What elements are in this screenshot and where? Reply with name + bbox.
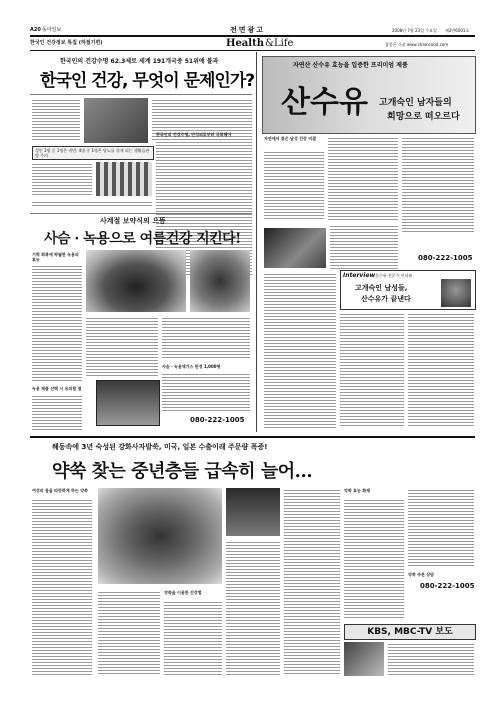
article1-stat-box	[32, 146, 154, 160]
stat-box-text: 성인 3명 중 1명은 비만, 4명 중 1명은 당뇨를 겪게 되는 생활습관병 주의	[35, 148, 150, 158]
section-title: 전면광고	[230, 26, 266, 34]
article3-top-rule	[30, 436, 475, 438]
article1-kicker: 한국인의 건강수명 62.3세로 세계 191개국중 51위에 불과	[60, 58, 219, 65]
interview-label: Interview	[343, 272, 375, 279]
interview-quote2: 산수유가 끝낸다	[361, 295, 411, 303]
tv-text	[388, 642, 474, 676]
sponsor-url: 참좋은 식품 www.chamcood.com	[385, 42, 449, 47]
article1-body-left	[32, 162, 92, 196]
brand-health: Health	[226, 38, 264, 49]
article2-kicker: 사계절 보약식의 으뜸	[100, 217, 166, 225]
article3-col6-text	[344, 498, 404, 618]
article3-side-sub: 약쑥 효능 화제	[344, 488, 370, 493]
article2-product-box	[96, 380, 160, 426]
article3-col1-text	[32, 498, 92, 676]
article2-col1-text	[32, 264, 82, 382]
interview-box	[340, 270, 476, 310]
column-divider	[256, 52, 257, 432]
article3-headline: 약쑥 찾는 중년층들 급속히 늘어…	[52, 461, 313, 482]
sansuyu-hero	[262, 56, 476, 134]
article2-headline: 사슴 · 녹용으로 여름건강 지킨다!	[44, 231, 241, 247]
article2-sub1: 기력 회복에 탁월한 녹용의 효능	[32, 252, 79, 262]
article2-col2-text	[86, 316, 158, 376]
article2-col1b-text	[32, 394, 82, 432]
interview-quote1: 고개숙인 남성들,	[355, 284, 408, 292]
article3-col7-text	[408, 488, 474, 568]
brand-amp: &	[265, 38, 274, 49]
article3-phone: 080-222-1005	[420, 582, 475, 590]
interview-portrait	[441, 279, 471, 307]
article3-herb-photo	[98, 488, 222, 584]
article2-phone: 080-222-1005	[190, 416, 245, 424]
article2-sub2: 녹용 제품 선택 시 유의할 점	[32, 386, 82, 391]
article2-deer-photo	[86, 250, 186, 312]
article3-col2-text	[98, 590, 160, 676]
brand-life: Life	[274, 38, 294, 49]
sansuyu-tagline2: 희망으로 떠오르다	[387, 112, 460, 122]
sansuyu-col1-text	[264, 150, 324, 220]
sansuyu-col3-text	[402, 136, 474, 234]
tv-still-1	[344, 642, 384, 676]
article1-graph	[96, 162, 152, 196]
article3-kicker: 해동속에 3년 숙성된 강화사자발쑥, 미국, 일본 수출이래 주문량 폭증!	[52, 443, 268, 451]
article2-col3-text	[162, 316, 250, 360]
sansuyu-lower-col1	[264, 272, 336, 428]
article3-col4-text	[226, 540, 280, 676]
article1-intro-text	[32, 98, 80, 142]
special-section-title: 한국인 건강정보 특집 (하절기편)	[30, 40, 103, 46]
sansuyu-lower-col2	[340, 312, 404, 428]
article3-caption: 약쑥을 이용한 건강법	[164, 590, 202, 595]
article1-headline-rule	[30, 94, 252, 95]
sansuyu-phone: 080-222-1005	[418, 254, 473, 262]
article3-pack-photo	[226, 488, 280, 536]
subheader-rule	[30, 50, 475, 51]
newspaper-name: 동아일보	[42, 27, 62, 33]
article2-top-rule	[30, 213, 252, 214]
sansuyu-col2-text	[328, 136, 398, 220]
article2-col3b-text	[162, 372, 250, 412]
article3-col3-text	[164, 600, 222, 676]
sansuyu-title: 산수유	[281, 85, 368, 120]
article3-sub1: 여성의 몸을 따뜻하게 하는 약쑥	[32, 488, 88, 493]
sansuyu-lower-col3	[408, 312, 474, 428]
article2-antler-photo	[190, 250, 250, 312]
page-number: A20	[30, 27, 41, 33]
sansuyu-banner: 자연산 산수유 효능을 입증한 프리미엄 제품	[293, 62, 408, 69]
issue-number: 제2만6001호	[445, 28, 470, 33]
interview-sub: 산수유 전문가 인터뷰	[375, 273, 413, 278]
sansuyu-product-photo	[264, 228, 326, 268]
header-rule	[30, 35, 475, 37]
article2-product-note: 사슴 · 녹용엑기스 한정 1,000명	[162, 364, 221, 369]
sansuyu-col2b-text	[330, 224, 398, 270]
article3-col5-text	[284, 488, 340, 676]
sansuyu-side-heading: 자연에서 찾은 남성 건강 비결	[264, 136, 316, 141]
article1-body-mid	[32, 200, 152, 208]
article1-headline: 한국인 건강, 무엇이 문제인가?	[40, 71, 255, 91]
article1-column-heading: 한국인의 건강수명, 만성피로부터 극복해야	[156, 132, 232, 137]
issue-date: 2008년 7월 23일 수요일	[392, 28, 437, 33]
sansuyu-tagline1: 고개숙인 남자들의	[379, 98, 452, 108]
tv-banner	[344, 624, 476, 640]
article3-order-note: 약쑥 주문 상담	[408, 572, 434, 577]
tv-banner-text: KBS, MBC-TV 보도	[367, 627, 453, 637]
article1-photo	[84, 98, 148, 143]
